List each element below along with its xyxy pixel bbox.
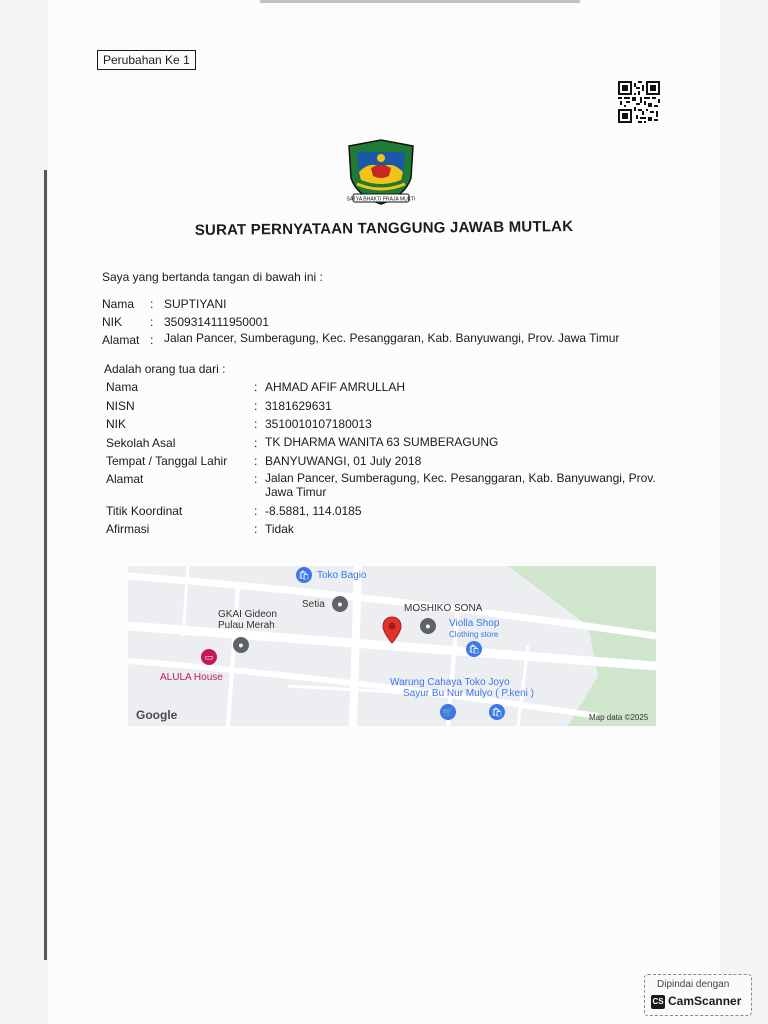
declarant-address-value: Jalan Pancer, Sumberagung, Kec. Pesanggaran, Kab. Banyuwangi, Prov. Jawa Timur [164,331,620,345]
camscanner-icon: CS [651,995,665,1009]
map-label-gkai[interactable]: GKAI Gideon [218,609,277,620]
student-row-label: Afirmasi [106,522,150,536]
student-row-sep: : [254,504,258,518]
map-label-alula[interactable]: ALULA House [160,672,223,683]
declarant-name-label: Nama [102,297,135,311]
scan-edge [44,170,47,960]
student-address-value: Jalan Pancer, Sumberagung, Kec. Pesanggaran, Kab. Banyuwangi, Prov. Jawa Timur [265,471,656,499]
map-attribution: Map data ©2025 [589,713,649,722]
place-poi-icon[interactable]: ● [420,618,436,634]
student-row-sep: : [254,436,258,450]
declarant-address-sep: : [150,333,154,347]
cart-poi-icon[interactable]: 🛒 [440,704,456,720]
map-label-sayur[interactable]: Sayur Bu Nur Mulyo ( P.keni ) [403,688,534,699]
student-row-label: NIK [106,417,127,431]
qr-code-icon [617,81,661,123]
place-poi-icon[interactable]: ● [332,596,348,612]
scan-top-edge [260,0,580,3]
location-map[interactable] [128,566,656,726]
student-affirmation-value: Tidak [265,522,294,536]
map-label-setia[interactable]: Setia [302,599,325,610]
revision-label: Perubahan Ke 1 [97,50,196,70]
student-row-sep: : [254,380,258,394]
student-row-sep: : [254,454,258,468]
student-nisn-value: 3181629631 [265,399,332,413]
google-logo: Google [136,708,178,722]
map-label-moshiko[interactable]: MOSHIKO SONA [404,603,483,614]
student-row-sep: : [254,522,258,536]
shop-poi-icon[interactable]: 🛍 [489,704,505,720]
map-base [128,566,656,726]
document-title: SURAT PERNYATAAN TANGGUNG JAWAB MUTLAK [194,218,574,239]
declarant-name-sep: : [150,297,154,311]
map-label-violla[interactable]: Violla Shop [449,618,500,629]
student-row-sep: : [254,399,258,413]
student-coordinates-value: -8.5881, 114.0185 [265,504,362,518]
declarant-nik-value: 3509314111950001 [164,315,269,329]
student-school-value: TK DHARMA WANITA 63 SUMBERAGUNG [265,435,499,449]
location-pin-icon[interactable] [382,616,402,644]
map-label-toko-bagio[interactable]: Toko Bagio [317,570,367,581]
map-label-warung[interactable]: Warung Cahaya Toko Joyo [390,677,510,688]
intro-text: Saya yang bertanda tangan di bawah ini : [102,270,323,284]
parent-of-label: Adalah orang tua dari : [104,362,226,376]
camscanner-label: CamScanner [668,994,742,1008]
church-poi-icon[interactable]: ● [233,637,249,653]
declarant-name-value: SUPTIYANI [164,297,227,311]
logo-motto: SATYA BHAKTI PRAJA MUKTI [346,196,416,203]
student-row-label: Tempat / Tanggal Lahir [106,454,228,468]
map-label-gkai-sub: Pulau Merah [218,620,275,631]
student-row-sep: : [254,472,258,486]
student-nik-value: 3510010107180013 [265,417,372,431]
student-row-label: NISN [106,399,135,413]
declarant-nik-sep: : [150,315,154,329]
declarant-nik-label: NIK [102,315,123,329]
declarant-address-label: Alamat [102,333,140,347]
student-row-sep: : [254,417,258,431]
regency-crest-logo [343,138,419,208]
map-label-violla-sub: Clothing store [449,630,499,639]
hotel-poi-icon[interactable]: ▭ [201,649,217,665]
shop-poi-icon[interactable]: 🛍 [466,641,482,657]
student-row-label: Nama [106,380,139,394]
student-name-value: AHMAD AFIF AMRULLAH [265,380,406,394]
student-row-label: Sekolah Asal [106,436,176,450]
student-row-label: Alamat [106,472,144,486]
scanned-with-label: Dipindai dengan [657,979,730,990]
camscanner-stamp [644,974,752,1016]
student-birth-value: BANYUWANGI, 01 July 2018 [265,454,422,468]
shop-poi-icon[interactable]: 🛍 [296,567,312,583]
student-row-label: Titik Koordinat [106,504,183,518]
